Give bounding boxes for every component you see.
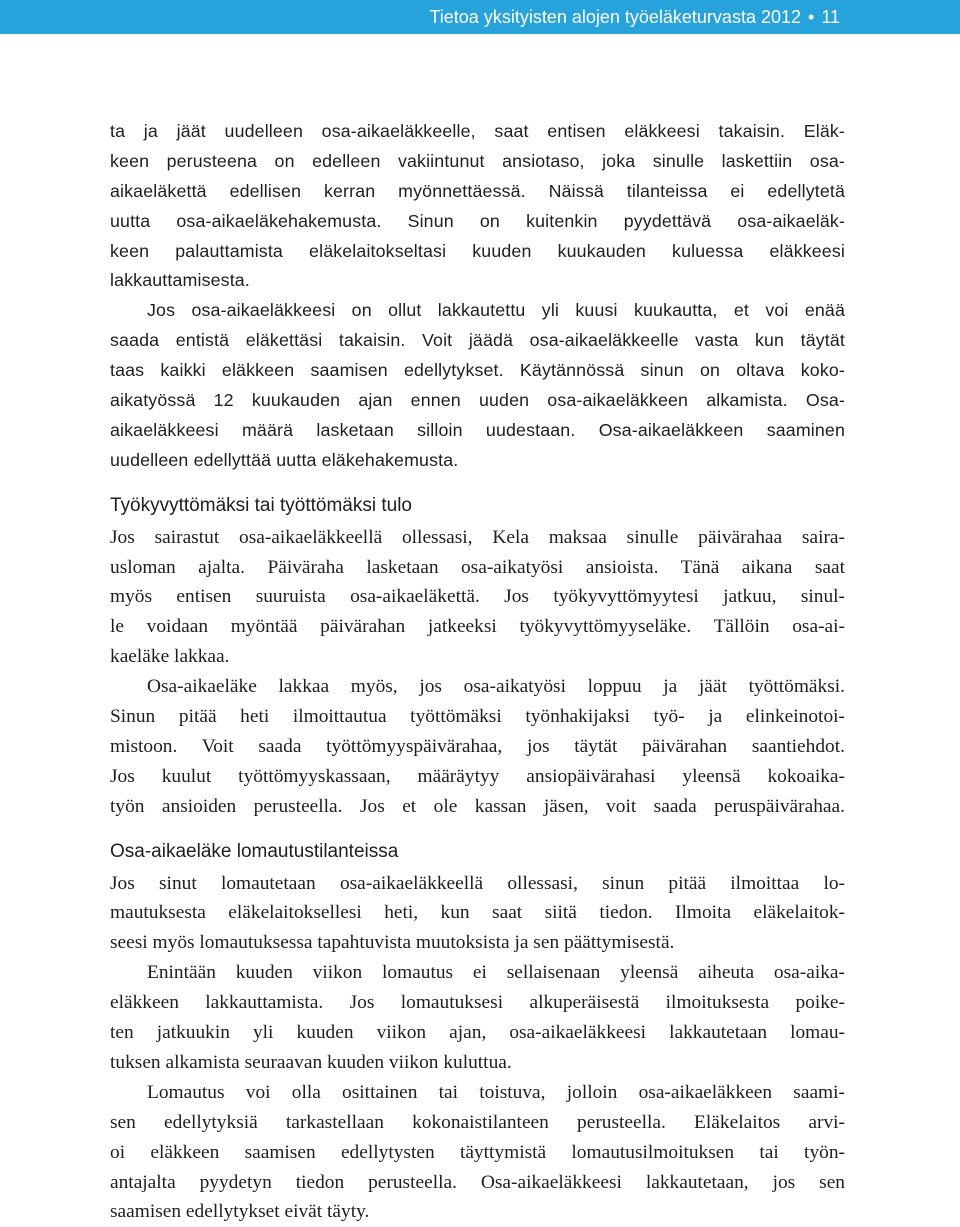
- text-line: mistoon. Voit saada työttömyyspäivärahaa, jos täytät päivärahan saantiehdot.: [110, 735, 845, 757]
- text-line: Sinun pitää heti ilmoittautua työttömäksi työnhakijaksi työ- ja elinkeinotoi-: [110, 706, 845, 728]
- running-header-title: Tietoa yksityisten alojen työeläketurvasta 2012: [429, 7, 801, 27]
- text-line: aikaeläkkeesi määrä lasketaan silloin uudestaan. Osa-aikaeläkkeen saaminen: [110, 419, 845, 440]
- text-line: aikatyössä 12 kuukauden ajan ennen uuden osa-aikaeläkkeen alkamista. Osa-: [110, 390, 845, 411]
- text-line: uutta osa-aikaeläkehakemusta. Sinun on kuitenkin pyydettävä osa-aikaeläk-: [110, 210, 845, 231]
- paragraph: [110, 1078, 845, 1227]
- text-line: ten jatkuukin yli kuuden viikon ajan, osa-aikaeläkkeesi lakkautetaan lomau-: [110, 1022, 845, 1044]
- page-body: [110, 117, 845, 1227]
- text-line: tuksen alkamista seuraavan kuuden viikon kuluttua.: [110, 1051, 512, 1073]
- text-line: oi eläkkeen saamisen edellytysten täyttymistä lomautusilmoituksen tai työn-: [110, 1141, 845, 1163]
- text-line: usloman ajalta. Päiväraha lasketaan osa-aikatyösi ansioista. Tänä aikana saat: [110, 556, 845, 578]
- section-heading: Osa-aikaeläke lomautustilanteissa: [110, 840, 399, 862]
- text-line: Lomautus voi olla osittainen tai toistuva, jolloin osa-aikaeläkkeen saami-: [147, 1081, 845, 1103]
- header-separator: •: [808, 7, 815, 27]
- text-line: ta ja jäät uudelleen osa-aikaeläkkeelle, saat entisen eläkkeesi takaisin. Eläk-: [110, 121, 845, 141]
- text-line: le voidaan myöntää päivärahan jatkeeksi työkyvyttömyyseläke. Tällöin osa-ai-: [110, 616, 845, 638]
- paragraph: [110, 958, 845, 1078]
- text-line: työn ansioiden perusteella. Jos et ole kassan jäsen, voit saada peruspäivärahaa.: [110, 795, 845, 817]
- text-line: taas kaikki eläkkeen saamisen edellytykset. Käytännössä sinun on oltava koko-: [110, 360, 845, 381]
- text-line: antajalta pyydetyn tiedon perusteella. Osa-aikaeläkkeesi lakkautetaan, jos sen: [110, 1171, 845, 1193]
- text-line: Jos osa-aikaeläkkeesi on ollut lakkautettu yli kuusi kuukautta, et voi enää: [147, 300, 845, 321]
- text-line: lakkauttamisesta.: [110, 270, 250, 291]
- text-line: seesi myös lomautuksessa tapahtuvista muutoksista ja sen päättymisestä.: [110, 932, 675, 954]
- text-line: Osa-aikaeläke lakkaa myös, jos osa-aikatyösi loppuu ja jäät työttömäksi.: [147, 676, 845, 698]
- text-line: keen perusteena on edelleen vakiintunut ansiotaso, joka sinulle laskettiin osa-: [110, 150, 845, 171]
- text-line: Jos kuulut työttömyyskassaan, määräytyy ansiopäivärahasi yleensä kokoaika-: [110, 765, 845, 787]
- text-line: Jos sairastut osa-aikaeläkkeellä ollessasi, Kela maksaa sinulle päivärahaa saira-: [110, 526, 845, 548]
- text-line: mautuksesta eläkelaitoksellesi heti, kun saat siitä tiedon. Ilmoita eläkelaitok-: [110, 902, 845, 924]
- text-line: sen edellytyksiä tarkastellaan kokonaistilanteen perusteella. Eläkelaitos arvi-: [110, 1111, 845, 1133]
- text-line: keen palauttamista eläkelaitokseltasi kuuden kuukauden kuluessa eläkkeesi: [110, 240, 845, 261]
- section-heading: Työkyvyttömäksi tai työttömäksi tulo: [110, 494, 412, 516]
- text-line: saamisen edellytykset eivät täyty.: [110, 1201, 370, 1223]
- running-header: [429, 0, 840, 34]
- paragraph: [110, 117, 845, 296]
- text-line: eläkkeen lakkauttamista. Jos lomautuksesi alkuperäisestä ilmoituksesta poike-: [110, 992, 845, 1014]
- text-line: kaeläke lakkaa.: [110, 646, 230, 668]
- paragraph: [110, 672, 845, 821]
- paragraph: [110, 296, 845, 475]
- text-line: Jos sinut lomautetaan osa-aikaeläkkeellä ollessasi, sinun pitää ilmoittaa lo-: [110, 872, 845, 894]
- text-line: saada entistä eläkettäsi takaisin. Voit jäädä osa-aikaeläkkeelle vasta kun täytät: [110, 330, 845, 351]
- paragraph: [110, 523, 845, 672]
- text-line: uudelleen edellyttää uutta eläkehakemusta.: [110, 449, 459, 470]
- text-line: Enintään kuuden viikon lomautus ei sellaisenaan yleensä aiheuta osa-aika-: [147, 962, 845, 984]
- text-line: myös entisen suuruista osa-aikaeläkettä. Jos työkyvyttömyytesi jatkuu, sinul-: [110, 586, 845, 608]
- paragraph: [110, 869, 845, 959]
- text-line: aikaeläkettä edellisen kerran myönnettäessä. Näissä tilanteissa ei edellytetä: [110, 180, 845, 201]
- page-number: 11: [821, 7, 840, 27]
